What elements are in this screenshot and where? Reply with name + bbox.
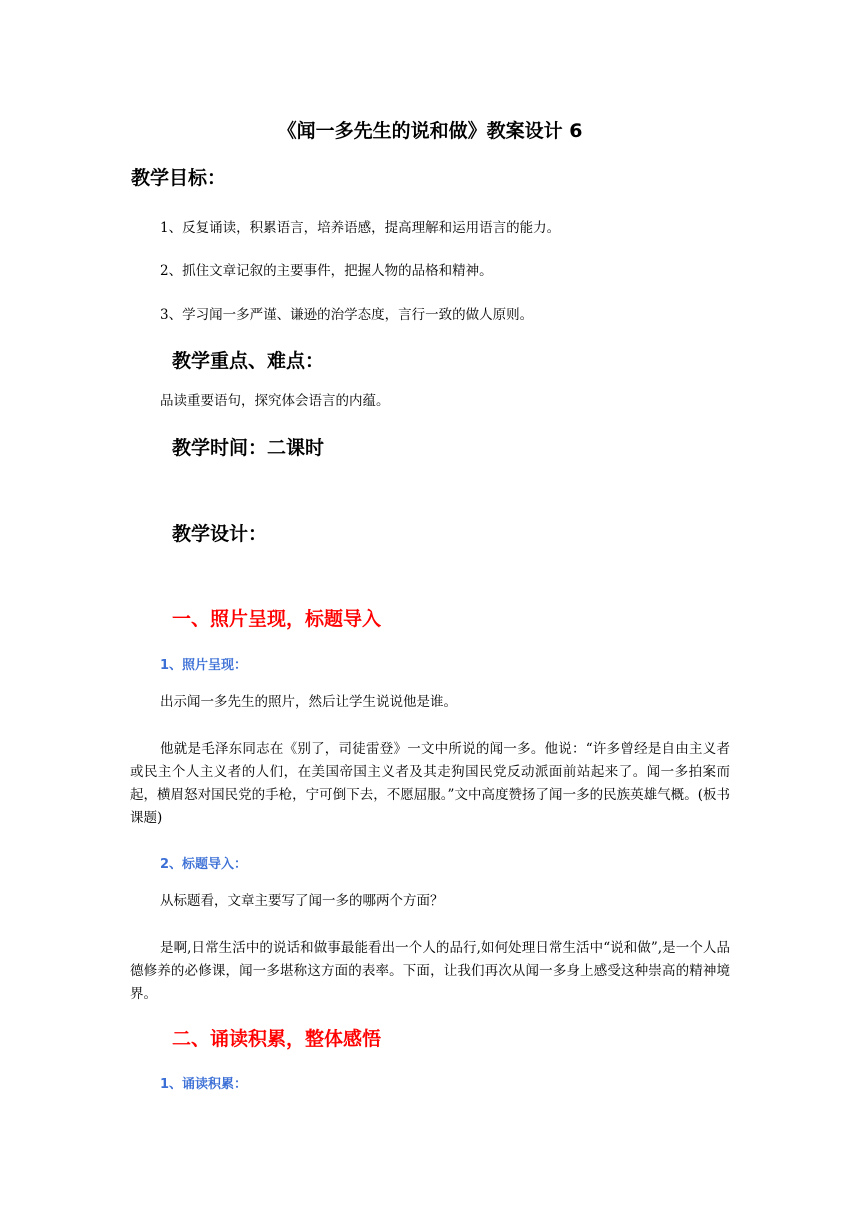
key-points-text: 品读重要语句，探究体会语言的内蕴。 <box>160 393 390 409</box>
subsection-heading: 1、诵读积累： <box>160 1077 248 1092</box>
section-heading: 二、诵读积累，整体感悟 <box>172 1028 382 1050</box>
teaching-design-heading: 教学设计： <box>172 523 268 545</box>
paragraph: 出示闻一多先生的照片，然后让学生说说他是谁。 <box>160 694 457 710</box>
subsection-heading: 1、照片呈现： <box>160 658 248 673</box>
objective-item: 2、抓住文章记叙的主要事件，把握人物的品格和精神。 <box>160 263 493 279</box>
subsection-heading: 2、标题导入： <box>160 857 248 872</box>
teaching-time-heading: 教学时间：二课时 <box>172 437 325 459</box>
paragraph: 他就是毛泽东同志在《别了，司徒雷登》一文中所说的闻一多。他说：“许多曾经是自由主义者或民主个人主义者的人们，在美国帝国主义者及其走狗国民党反动派面前站起来了。闻一多拍案而起，横眉怒对国民党的手枪，宁可倒下去，不愿屈服。”文中高度赞扬了闻一多的民族英雄气概。(板书课题) <box>130 741 730 826</box>
paragraph: 是啊,日常生活中的说话和做事最能看出一个人的品行,如何处理日常生活中“说和做”,是一个人品德修养的必修课，闻一多堪称这方面的表率。下面，让我们再次从闻一多身上感受这种崇高的精神境界。 <box>130 940 730 1002</box>
document-title: 《闻一多先生的说和做》教案设计 6 <box>277 120 583 142</box>
section-heading: 一、照片呈现，标题导入 <box>172 608 382 630</box>
objective-item: 1、反复诵读，积累语言，培养语感，提高理解和运用语言的能力。 <box>160 220 561 236</box>
paragraph: 从标题看，文章主要写了闻一多的哪两个方面？ <box>160 893 444 909</box>
key-points-heading: 教学重点、难点： <box>172 350 325 372</box>
objective-item: 3、学习闻一多严谨、谦逊的治学态度，言行一致的做人原则。 <box>160 307 534 323</box>
objectives-heading: 教学目标： <box>131 167 227 189</box>
